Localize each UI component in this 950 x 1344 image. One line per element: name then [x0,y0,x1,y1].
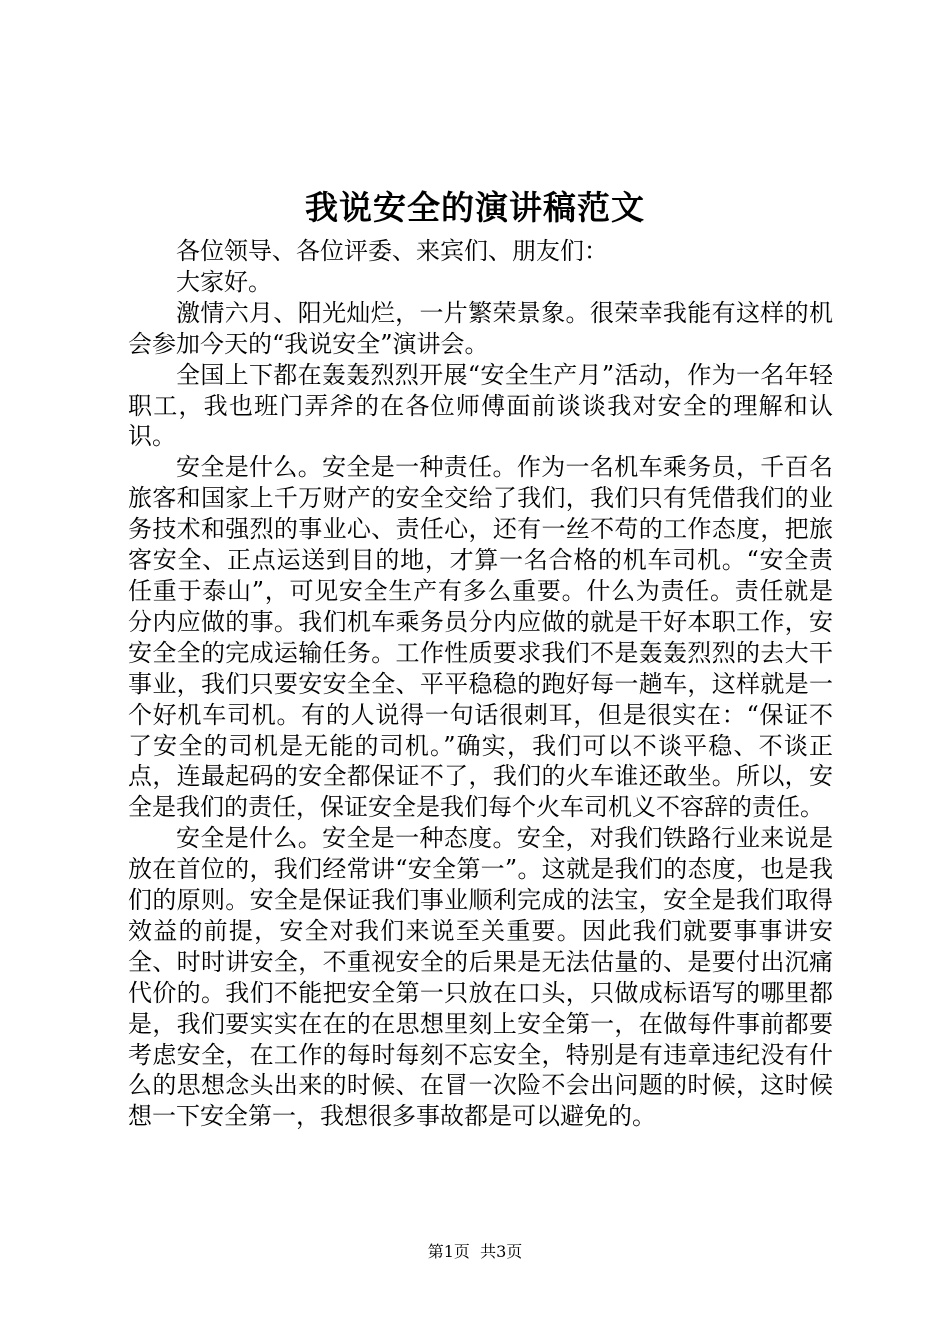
greeting: 大家好。 [176,267,272,296]
salutation: 各位领导、各位评委、来宾们、朋友们： [176,237,608,265]
paragraph-safety-attitude: 安全是什么。安全是一种态度。安全，对我们铁路行业来说是放在首位的，我们经常讲“安全第一”。这就是我们的态度，也是我们的原则。安全是保证我们事业顺利完成的法宝，安全是我们取得效益的前提，安全对我们来说至关重要。因此我们就要事事讲安全、时时讲安全，不重视安全的后果是无法估量的、是要付出沉痛代价的。我们不能把安全第一只放在口头，只做成标语写的哪里都是，我们要实实在在的在思想里刻上安全第一，在做每件事前都要考虑安全，在工作的每时每刻不忘安全，特别是有违章违纪没有什么的思想念头出来的时候、在冒一次险不会出问题的时候，这时候想一下安全第一，我想很多事故都是可以避免的。 [128,824,833,1131]
document-title: 我说安全的演讲稿范文 [305,188,645,227]
page-footer [0,1240,950,1264]
paragraph-opening: 激情六月、阳光灿烂，一片繁荣景象。很荣幸我能有这样的机会参加今天的“我说安全”演讲会。 [128,298,833,358]
paragraph-introduction: 全国上下都在轰轰烈烈开展“安全生产月”活动，作为一名年轻职工，我也班门弄斧的在各位师傅面前谈谈我对安全的理解和认识。 [128,360,833,451]
document-body [128,236,833,1132]
paragraph-safety-responsibility: 安全是什么。安全是一种责任。作为一名机车乘务员，千百名旅客和国家上千万财产的安全交给了我们，我们只有凭借我们的业务技术和强烈的事业心、责任心，还有一丝不苟的工作态度，把旅客安全、正点运送到目的地，才算一名合格的机车司机。“安全责任重于泰山”，可见安全生产有多么重要。什么为责任。责任就是分内应做的事。我们机车乘务员分内应做的就是干好本职工作，安安全全的完成运输任务。工作性质要求我们不是轰轰烈烈的去大干事业，我们只要安安全全、平平稳稳的跑好每一趟车，这样就是一个好机车司机。有的人说得一句话很刺耳，但是很实在：“保证不了安全的司机是无能的司机。”确实，我们可以不谈平稳、不谈正点，连最起码的安全都保证不了，我们的火车谁还敢坐。所以，安全是我们的责任，保证安全是我们每个火车司机义不容辞的责任。 [128,453,833,822]
page-number: 第1页 共3页 [427,1242,523,1261]
